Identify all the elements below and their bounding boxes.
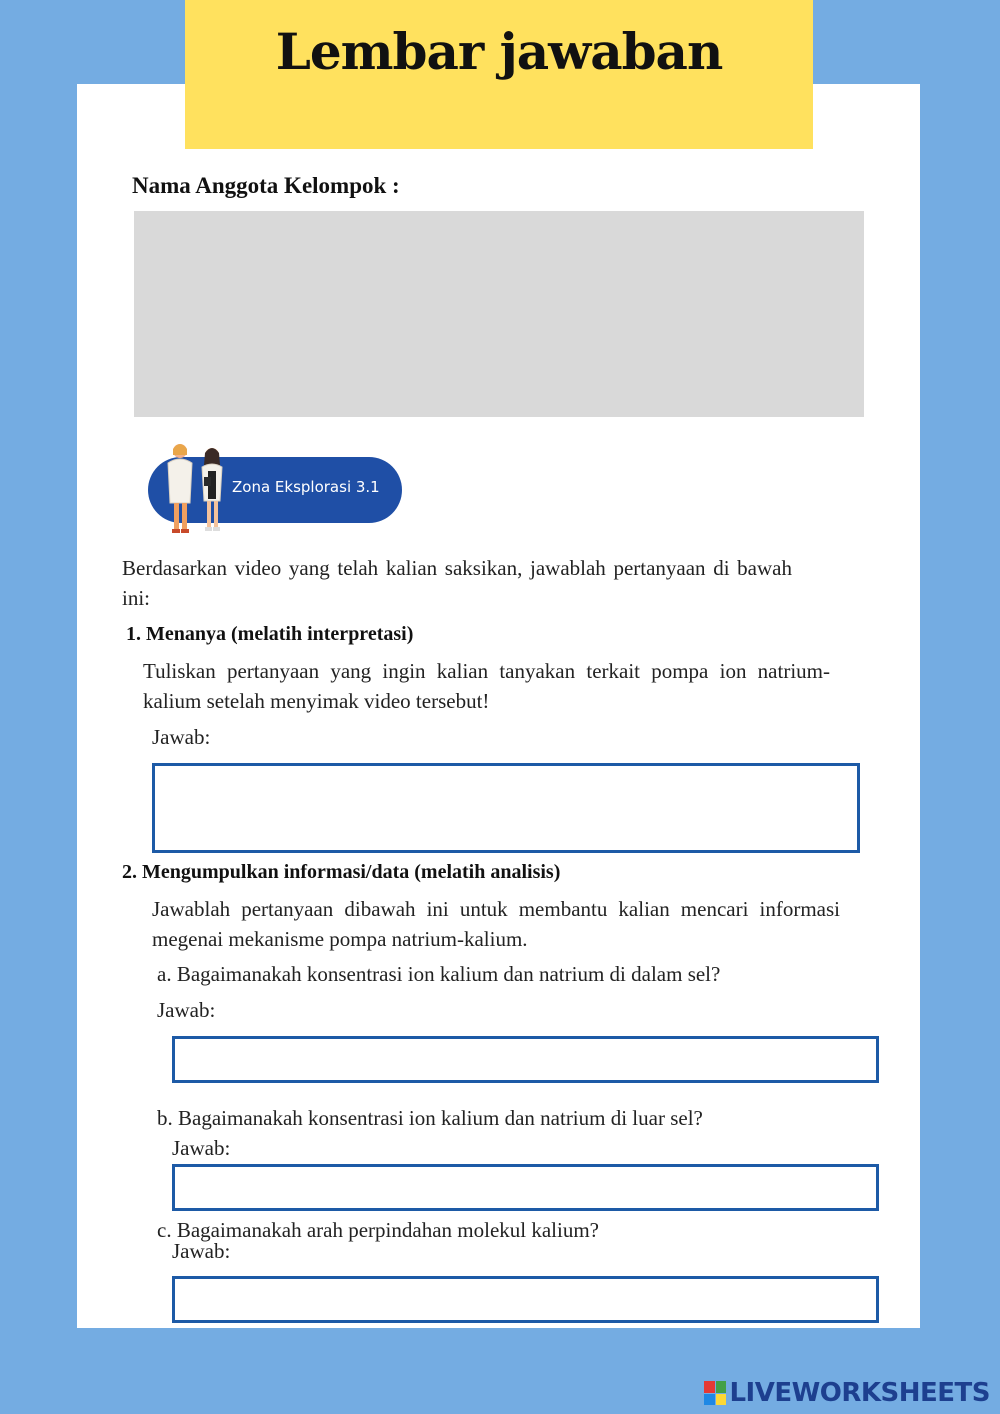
- q2b-answer-box[interactable]: [172, 1164, 879, 1211]
- q1-heading: 1. Menanya (melatih interpretasi): [126, 623, 414, 645]
- members-label: Nama Anggota Kelompok :: [132, 173, 400, 198]
- zona-label: Zona Eksplorasi 3.1: [232, 478, 380, 496]
- q2a-answer-label: Jawab:: [157, 998, 216, 1022]
- q2-heading: 2. Mengumpulkan informasi/data (melatih analisis): [122, 861, 561, 883]
- q2c-question: c. Bagaimanakah arah perpindahan molekul kalium?: [157, 1218, 599, 1242]
- title-banner: [185, 0, 813, 149]
- q2b-question: b. Bagaimanakah konsentrasi ion kalium dan natrium di luar sel?: [157, 1106, 703, 1130]
- q2a-question: a. Bagaimanakah konsentrasi ion kalium dan natrium di dalam sel?: [157, 962, 721, 986]
- q2b-answer-label: Jawab:: [172, 1136, 231, 1160]
- intro-text: Berdasarkan video yang telah kalian saksikan, jawablah pertanyaan di bawah ini:: [122, 556, 792, 610]
- watermark-text: LIVEWORKSHEETS: [729, 1378, 990, 1408]
- q2c-answer-label: Jawab:: [172, 1239, 231, 1263]
- q1-answer-box[interactable]: [152, 763, 860, 853]
- liveworksheets-logo[interactable]: [704, 1378, 990, 1408]
- q2-prompt: Jawablah pertanyaan dibawah ini untuk membantu kalian mencari informasi megenai mekanisme pompa natrium-kalium.: [152, 897, 840, 951]
- q1-prompt: Tuliskan pertanyaan yang ingin kalian tanyakan terkait pompa ion natrium-kalium setelah menyimak video tersebut!: [143, 659, 830, 713]
- q2a-answer-box[interactable]: [172, 1036, 879, 1083]
- members-input-area[interactable]: [134, 211, 864, 417]
- scientists-illustration: [160, 441, 232, 535]
- q1-answer-label: Jawab:: [152, 725, 211, 749]
- liveworksheets-icon: [704, 1381, 726, 1405]
- page-title: Lembar jawaban: [275, 22, 723, 81]
- q2c-answer-box[interactable]: [172, 1276, 879, 1323]
